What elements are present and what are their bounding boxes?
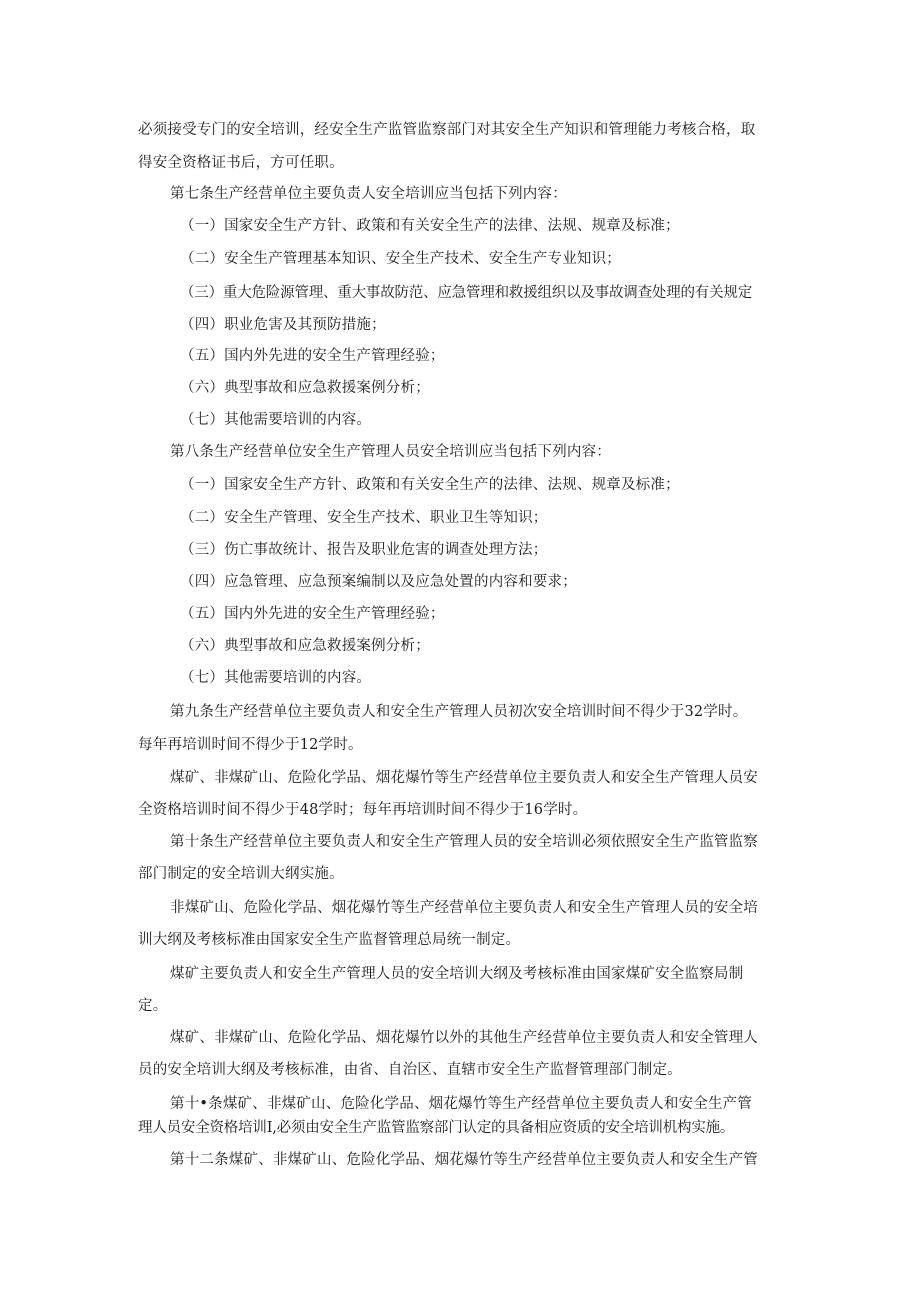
paragraph-line: 员的安全培训大纲及考核标准，由省、自治区、直辖市安全生产监督管理部门制定。 — [138, 1062, 682, 1078]
article-9-paragraph: 第九条生产经营单位主要负责人和安全生产管理人员初次安全培训时间不得少于32学时。 — [170, 704, 748, 720]
list-item: （二）安全生产管理、安全生产技术、职业卫生等知识； — [180, 510, 548, 526]
list-item: （七）其他需要培训的内容。 — [180, 412, 372, 428]
list-item: （一）国家安全生产方针、政策和有关安全生产的法律、法规、规章及标准； — [180, 477, 680, 493]
article-10-paragraph: 第十条生产经营单位主要负责人和安全生产管理人员的安全培训必须依照安全生产监管监察 — [170, 834, 758, 850]
paragraph-line: 煤矿、非煤矿山、危险化学品、烟花爆竹等生产经营单位主要负责人和安全生产管理人员安 — [170, 770, 758, 786]
list-item: （六）典型事故和应急救援案例分析； — [180, 638, 430, 654]
list-item: （二）安全生产管理基本知识、安全生产技术、安全生产专业知识； — [180, 251, 621, 267]
article-12-paragraph: 第十二条煤矿、非煤矿山、危险化学品、烟花爆竹等生产经营单位主要负责人和安全生产管 — [170, 1152, 758, 1168]
paragraph-line: 煤矿、非煤矿山、危险化学品、烟花爆竹以外的其他生产经营单位主要负责人和安全管理人 — [170, 1030, 758, 1046]
list-item: （四）职业危害及其预防措施； — [180, 317, 386, 333]
list-item: （五）国内外先进的安全生产管理经验； — [180, 606, 445, 622]
list-item: （三）伤亡事故统计、报告及职业危害的调查处理方法； — [180, 542, 548, 558]
list-item: （七）其他需要培训的内容。 — [180, 670, 372, 686]
paragraph-line: 训大纲及考核标准由国家安全生产监督管理总局统一制定。 — [138, 932, 521, 948]
article-11-paragraph: 第十•条煤矿、非煤矿山、危险化学品、烟花爆竹等生产经营单位主要负责人和安全生产管 — [170, 1096, 753, 1112]
article-7-heading: 第七条生产经营单位主要负责人安全培训应当包括下列内容： — [170, 186, 567, 202]
paragraph-line: 理人员安全资格培训I,必须由安全生产监管监察部门认定的具备相应资质的安全培训机构实施。 — [138, 1120, 735, 1136]
paragraph-line: 非煤矿山、危险化学品、烟花爆竹等生产经营单位主要负责人和安全生产管理人员的安全培 — [170, 900, 758, 916]
list-item: （六）典型事故和应急救援案例分析； — [180, 380, 430, 396]
paragraph-line: 得安全资格证书后，方可任职。 — [138, 155, 344, 171]
list-item: （三）重大危险源管理、重大事故防范、应急管理和救援组织以及事故调查处理的有关规定 — [180, 285, 752, 301]
paragraph-line: 每年再培训时间不得少于12学时。 — [138, 737, 363, 753]
paragraph-line: 部门制定的安全培训大纲实施。 — [138, 866, 344, 882]
list-item: （四）应急管理、应急预案编制以及应急处置的内容和要求； — [180, 574, 577, 590]
article-8-heading: 第八条生产经营单位安全生产管理人员安全培训应当包括下列内容： — [170, 444, 611, 460]
list-item: （五）国内外先进的安全生产管理经验； — [180, 348, 445, 364]
paragraph-line: 定。 — [138, 998, 168, 1014]
list-item: （一）国家安全生产方针、政策和有关安全生产的法律、法规、规章及标准； — [180, 218, 680, 234]
paragraph-line: 必须接受专门的安全培训，经安全生产监管监察部门对其安全生产知识和管理能力考核合格，取 — [138, 122, 756, 138]
paragraph-line: 全资格培训时间不得少于48学时；每年再培训时间不得少于16学时。 — [138, 802, 588, 818]
paragraph-line: 煤矿主要负责人和安全生产管理人员的安全培训大纲及考核标准由国家煤矿安全监察局制 — [170, 966, 744, 982]
